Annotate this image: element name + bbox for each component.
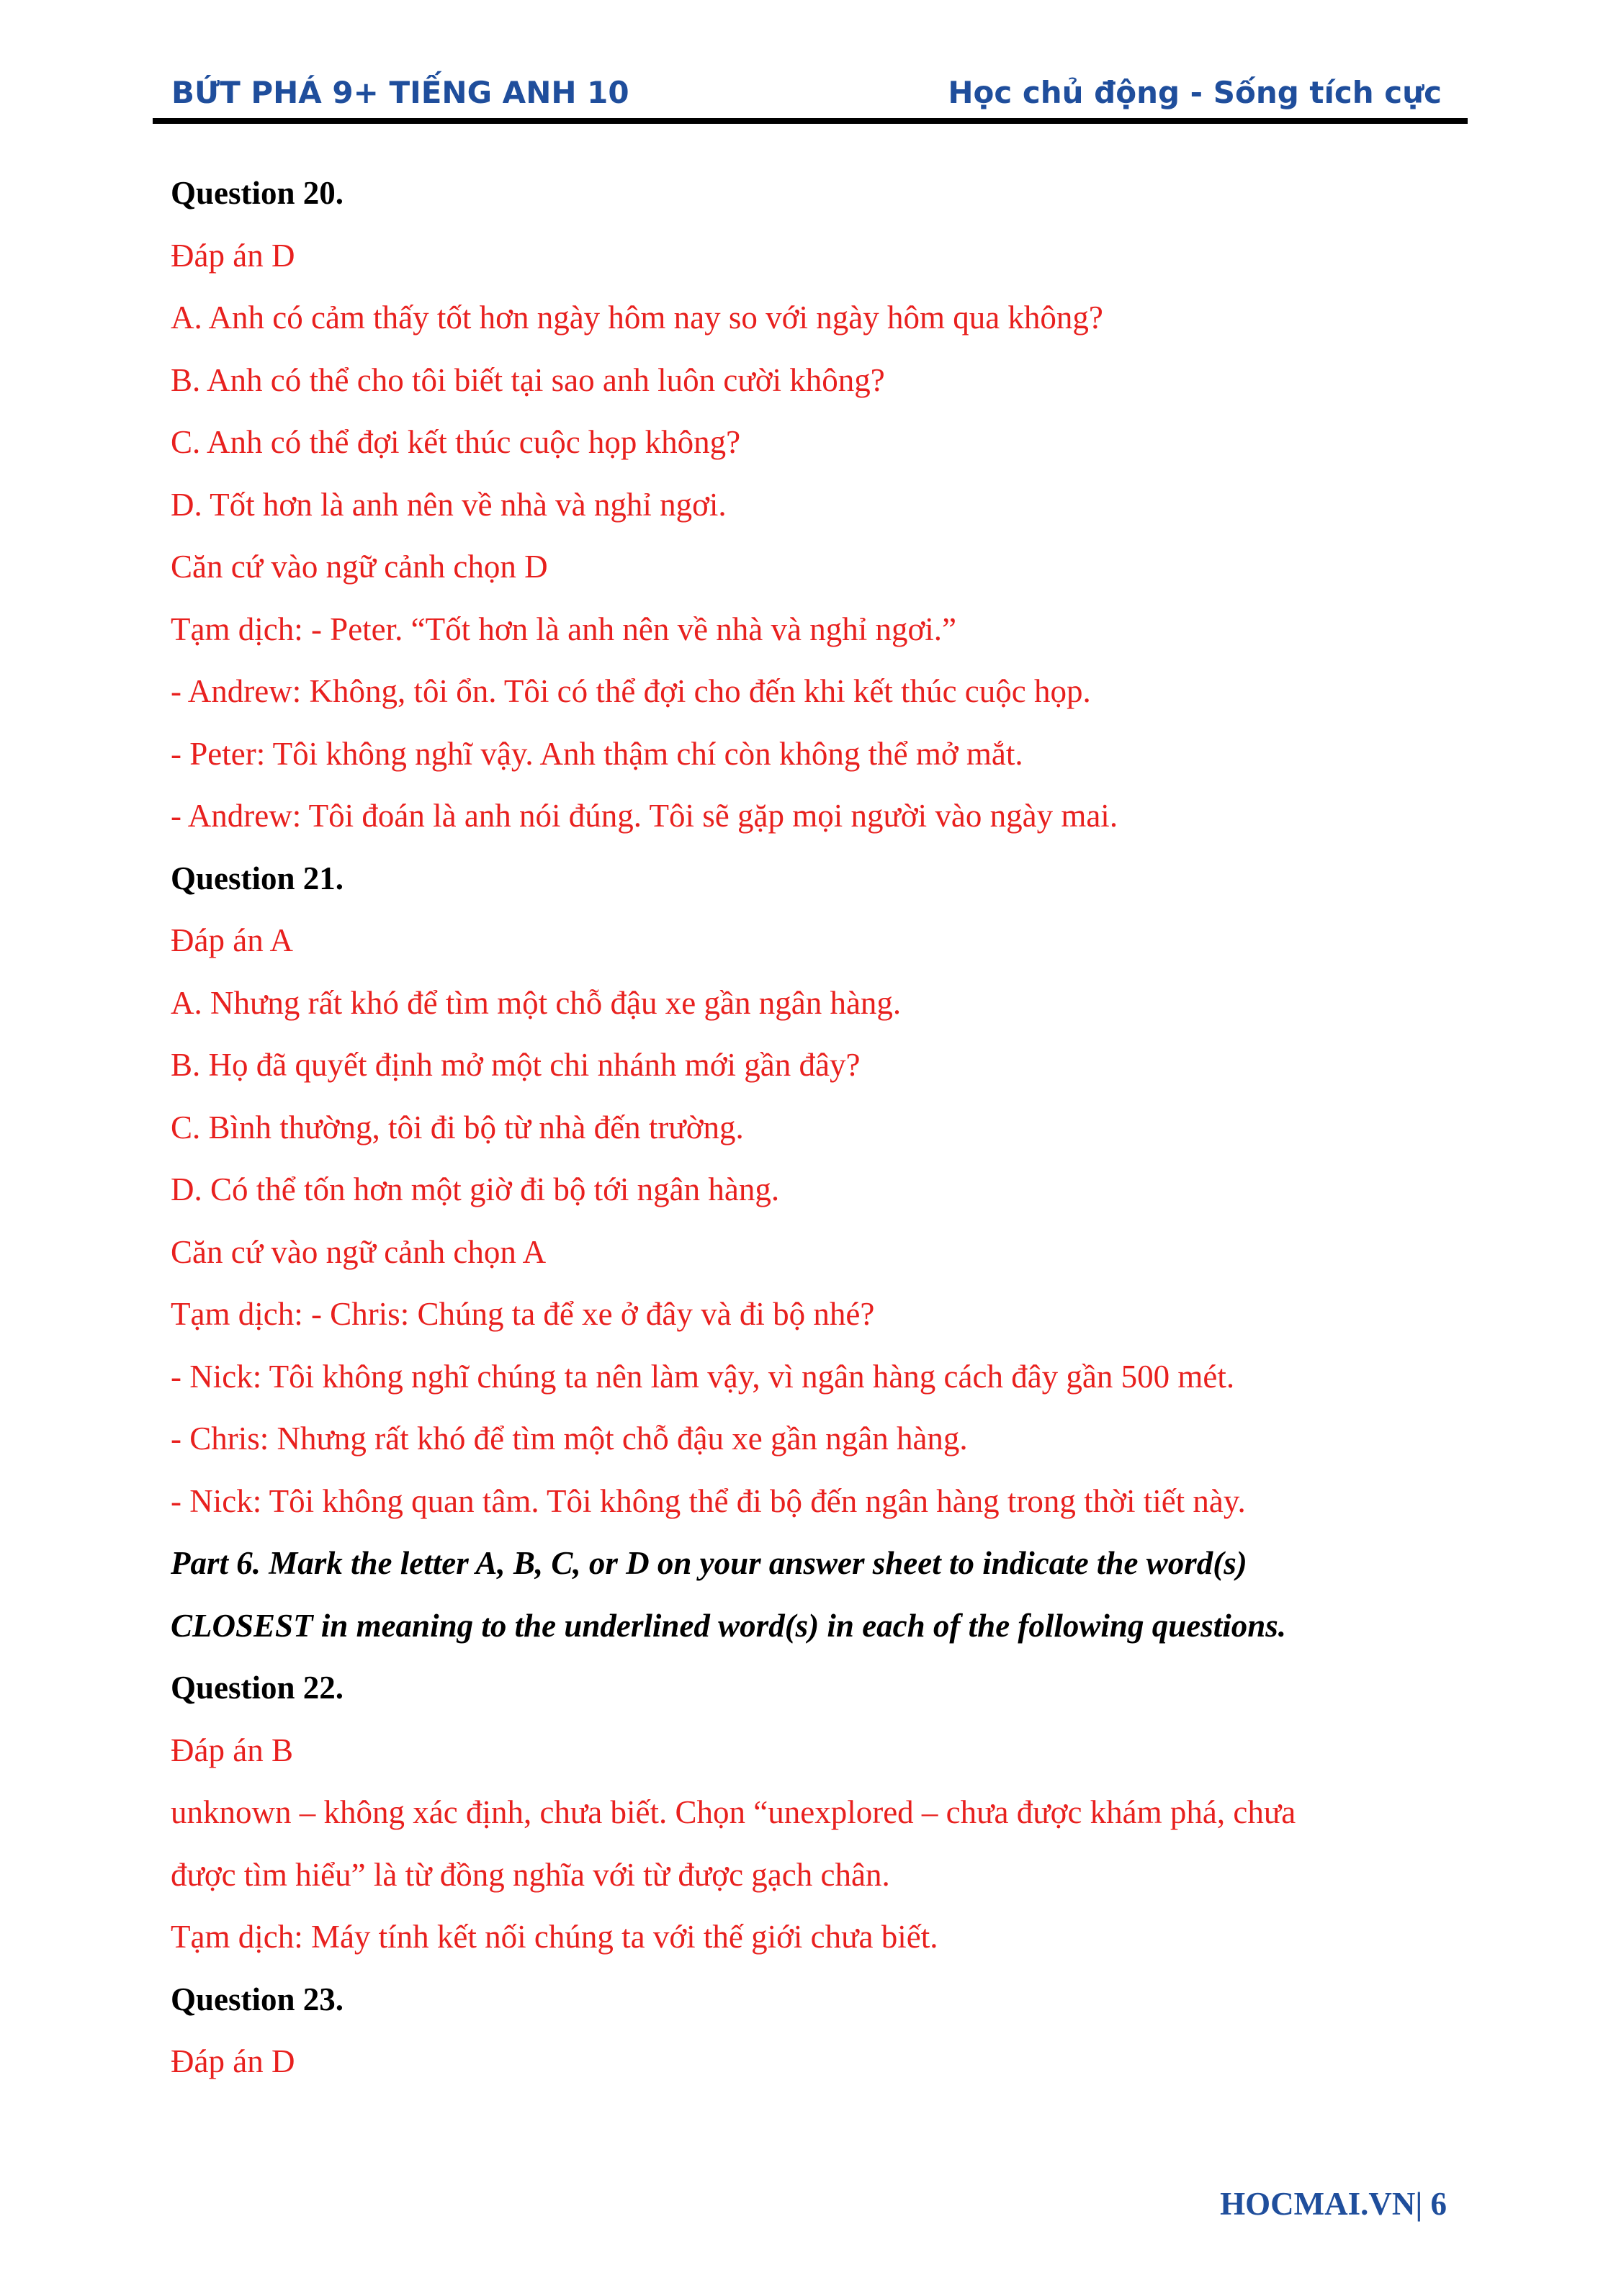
page-footer: HOCMAI.VN| 6 [1220, 2186, 1447, 2222]
question-20-translation-line: Tạm dịch: - Peter. “Tốt hơn là anh nên về nhà và nghỉ ngơi.” [171, 611, 957, 647]
part-6-instruction: Part 6. Mark the letter A, B, C, or D on your answer sheet to indicate the word(s) [171, 1545, 1247, 1581]
question-21-option-a: A. Nhưng rất khó để tìm một chỗ đậu xe gần ngân hàng. [171, 984, 902, 1021]
question-21-answer: Đáp án A [171, 922, 293, 958]
question-22-answer: Đáp án B [171, 1732, 293, 1768]
question-21-basis: Căn cứ vào ngữ cảnh chọn A [171, 1233, 547, 1270]
question-20-option-d: D. Tốt hơn là anh nên về nhà và nghỉ ngơi. [171, 486, 727, 523]
question-21-translation-line: - Nick: Tôi không quan tâm. Tôi không thể đi bộ đến ngân hàng trong thời tiết này. [171, 1482, 1246, 1519]
question-20-translation-line: - Andrew: Không, tôi ổn. Tôi có thể đợi cho đến khi kết thúc cuộc họp. [171, 673, 1091, 709]
question-21-translation-line: - Chris: Nhưng rất khó để tìm một chỗ đậu xe gần ngân hàng. [171, 1421, 968, 1457]
question-21-title: Question 21. [171, 860, 344, 896]
question-23-answer: Đáp án D [171, 2043, 295, 2079]
question-22-title: Question 22. [171, 1670, 344, 1706]
question-20-option-b: B. Anh có thể cho tôi biết tại sao anh luôn cười không? [171, 361, 885, 398]
question-21-translation-line: - Nick: Tôi không nghĩ chúng ta nên làm vậy, vì ngân hàng cách đây gần 500 mét. [171, 1358, 1235, 1395]
header-title: BỨT PHÁ 9+ TIẾNG ANH 10 [171, 75, 629, 110]
header-slogan: Học chủ động - Sống tích cực [948, 75, 1442, 110]
question-20-answer: Đáp án D [171, 237, 295, 274]
question-20-option-a: A. Anh có cảm thấy tốt hơn ngày hôm nay so với ngày hôm qua không? [171, 300, 1103, 336]
question-20-translation-line: - Peter: Tôi không nghĩ vậy. Anh thậm chí còn không thể mở mắt. [171, 735, 1023, 772]
question-22-explanation: unknown – không xác định, chưa biết. Chọn “unexplored – chưa được khám phá, chưa [171, 1794, 1296, 1830]
question-21-option-b: B. Họ đã quyết định mở một chi nhánh mới gần đây? [171, 1047, 861, 1083]
question-22-explanation: được tìm hiểu” là từ đồng nghĩa với từ được gạch chân. [171, 1856, 890, 1893]
question-22-translation-line: Tạm dịch: Máy tính kết nối chúng ta với thế giới chưa biết. [171, 1919, 938, 1955]
question-21-option-c: C. Bình thường, tôi đi bộ từ nhà đến trường. [171, 1109, 744, 1145]
header-divider [153, 118, 1468, 124]
page-content [171, 162, 1460, 2093]
question-20-translation-line: - Andrew: Tôi đoán là anh nói đúng. Tôi sẽ gặp mọi người vào ngày mai. [171, 798, 1118, 834]
question-23-title: Question 23. [171, 1981, 344, 2017]
question-20-option-c: C. Anh có thể đợi kết thúc cuộc họp không? [171, 424, 741, 460]
question-21-translation-line: Tạm dịch: - Chris: Chúng ta để xe ở đây và đi bộ nhé? [171, 1296, 875, 1332]
question-20-basis: Căn cứ vào ngữ cảnh chọn D [171, 549, 548, 585]
question-20-title: Question 20. [171, 175, 344, 211]
part-6-instruction: CLOSEST in meaning to the underlined word(s) in each of the following questions. [171, 1607, 1287, 1644]
question-21-option-d: D. Có thể tốn hơn một giờ đi bộ tới ngân hàng. [171, 1171, 780, 1207]
